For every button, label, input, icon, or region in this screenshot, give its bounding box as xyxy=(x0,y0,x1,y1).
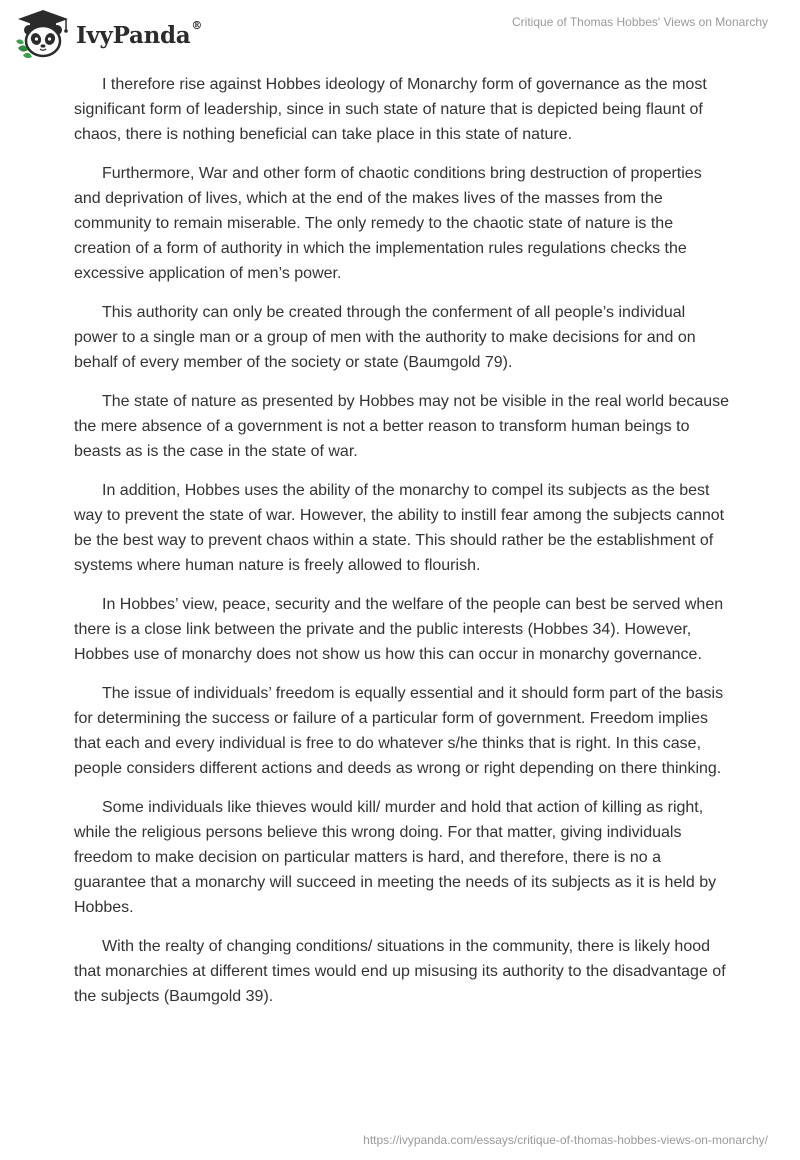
registered-mark: ® xyxy=(191,18,203,32)
panda-graduate-icon xyxy=(14,8,72,60)
paragraph: Furthermore, War and other form of chaotic conditions bring destruction of properties and deprivation of lives, which at the end of the makes lives of the masses from the community to remain miserable. The only remedy to the chaotic state of nature is the creation of a form of authority in which the implementation rules regulations checks the excessive application of men’s power. xyxy=(74,165,702,282)
brand-name: IvyPanda® xyxy=(76,18,203,49)
paragraph: In Hobbes’ view, peace, security and the welfare of the people can best be served when there is a close link between the private and the public interests (Hobbes 34). However, Hobbes use of monarchy does not show us how this can occur in monarchy governance. xyxy=(74,596,724,663)
paragraph: I therefore rise against Hobbes ideology of Monarchy form of governance as the most significant form of leadership, since in such state of nature that is depicted being flaunt of chaos, there is nothing beneficial can take place in this state of nature. xyxy=(74,76,707,143)
paragraph: The issue of individuals’ freedom is equally essential and it should form part of the basis for determining the success or failure of a particular form of government. Freedom implies that each and every individual is free to do whatever s/he thinks that is right. In this case, people considers different actions and deeds as wrong or right depending on there thinking. xyxy=(74,685,724,777)
paragraph: This authority can only be created through the conferment of all people’s individual power to a single man or a group of men with the authority to make decisions for and on behalf of every member of the society or state (Baumgold 79). xyxy=(74,304,696,371)
paragraph: In addition, Hobbes uses the ability of the monarchy to compel its subjects as the best way to prevent the state of war. However, the ability to instill fear among the subjects cannot be the best way to prevent chaos within a state. This should rather be the establishment of systems where human nature is freely allowed to flourish. xyxy=(74,482,725,574)
paragraph: The state of nature as presented by Hobbes may not be visible in the real world because the mere absence of a government is not a better reason to transform human beings to beasts as is the case in the state of war. xyxy=(74,393,730,460)
essay-body xyxy=(74,72,730,1023)
paragraph: Some individuals like thieves would kill/ murder and hold that action of killing as right, while the religious persons believe this wrong doing. For that matter, giving individuals freedom to make decision on particular matters is hard, and therefore, there is no a guarantee that a monarchy will succeed in meeting the needs of its subjects as it is held by Hobbes. xyxy=(74,799,717,916)
page-header xyxy=(0,0,800,70)
document-title: Critique of Thomas Hobbes' Views on Monarchy xyxy=(512,15,768,29)
source-url-link[interactable]: https://ivypanda.com/essays/critique-of-thomas-hobbes-views-on-monarchy/ xyxy=(363,1133,768,1147)
ivypanda-logo[interactable] xyxy=(14,8,202,60)
paragraph: With the realty of changing conditions/ situations in the community, there is likely hood that monarchies at different times would end up misusing its authority to the disadvantage of the subjects (Baumgold 39). xyxy=(74,938,726,1005)
